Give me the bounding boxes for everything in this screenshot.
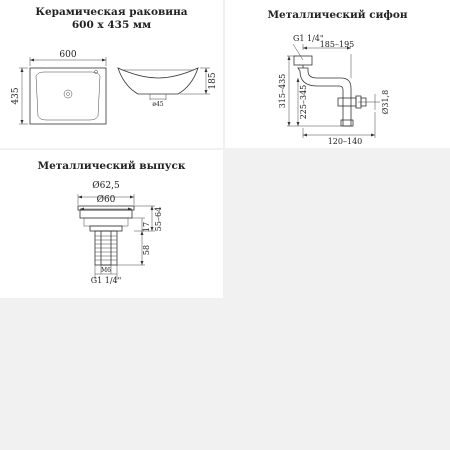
drain-thread-label: G1 1/4" (90, 276, 122, 285)
siphon-thread-label: G1 1/4" (293, 34, 324, 43)
drain-range-label: 55–64 (154, 206, 163, 232)
sink-width-label: 600 (59, 50, 77, 60)
drain-title: Металлический выпуск (37, 160, 186, 172)
drain-drawing (0, 150, 223, 298)
sink-title: Керамическая раковина (35, 6, 188, 18)
sink-drawing (0, 0, 223, 148)
drain-inner-label: Ø60 (96, 195, 116, 205)
sink-hole-label: ø45 (152, 101, 164, 108)
siphon-panel (225, 0, 450, 148)
siphon-bottom-label: 120–140 (327, 137, 363, 146)
siphon-mid-label: 225–345 (299, 84, 308, 120)
sink-top-view (19, 57, 106, 124)
drain-outer-label: Ø62,5 (92, 181, 120, 191)
drain-m6-label: M6 (101, 267, 111, 274)
sink-subtitle: 600 х 435 мм (71, 19, 152, 31)
drain-panel (0, 150, 223, 298)
drain-58-label: 58 (142, 244, 151, 256)
siphon-height-label: 315–435 (278, 73, 287, 109)
empty-panel (225, 150, 450, 298)
siphon-pipe-label: Ø31,8 (381, 89, 390, 115)
drain-17-label: 17 (142, 221, 151, 233)
sink-panel (0, 0, 223, 148)
siphon-drawing (225, 0, 450, 148)
drain-body (78, 206, 134, 265)
sink-side-view (118, 68, 210, 100)
sink-height-label: 185 (208, 72, 218, 90)
sink-depth-label: 435 (11, 87, 21, 105)
siphon-offset-label: 185–195 (319, 40, 355, 49)
siphon-title: Металлический сифон (267, 9, 408, 21)
